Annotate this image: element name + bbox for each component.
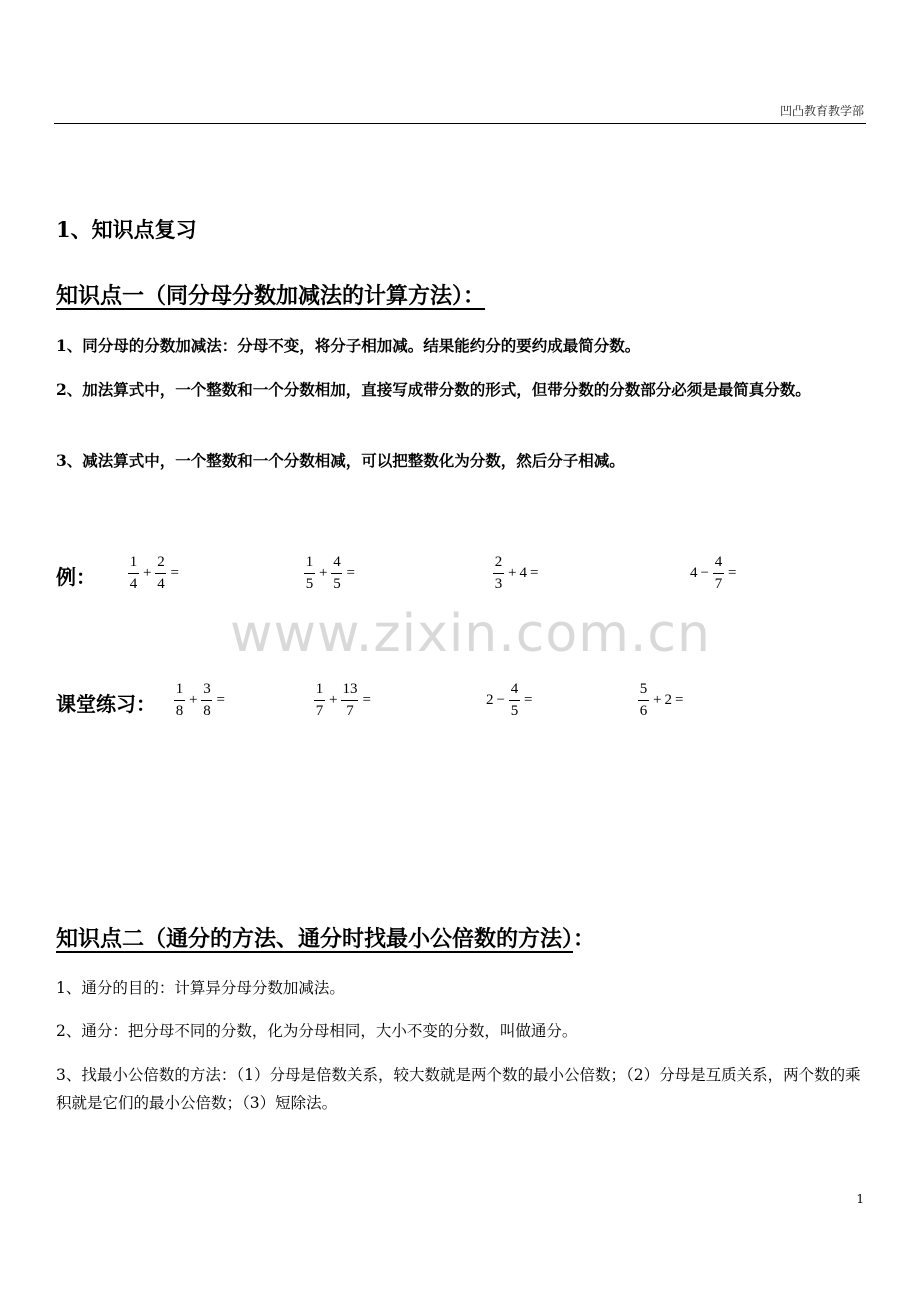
fraction: $\frac{5}{6}$ [639,681,648,719]
example-expression-3: $\frac{2}{3}$ + 4 = [494,554,539,592]
fraction: $\frac{4}{7}$ [714,554,723,592]
kp1-title-colon: ： [463,283,486,309]
kp2-title-text: 知识点二（通分的方法、通分时找最小公倍数的方法） [56,926,574,952]
fraction: $\frac{2}{4}$ [157,554,165,592]
header-org-name: 凹凸教育教学部 [779,104,864,118]
kp2-title-colon: ： [573,926,596,952]
kp2-paragraph-3: 3、找最小公倍数的方法：（1）分母是倍数关系，较大数就是两个数的最小公倍数；（2）分母是互质关系，两个数的乘积就是它们的最小公倍数；（3）短除法。 [56,1066,861,1112]
practice-expression-2: $\frac{1}{7}$ + $\frac{13}{7}$ = [315,681,371,719]
examples-label: 例： [56,565,96,589]
example-expression-1: $\frac{1}{4}$ + $\frac{2}{4}$ = [129,554,179,592]
fraction: $\frac{1}{4}$ [129,554,138,592]
example-expression-2: $\frac{1}{5}$ + $\frac{4}{5}$ = [305,554,355,592]
page-number: 1 [856,1192,864,1206]
fraction: $\frac{1}{5}$ [305,554,314,592]
fraction: $\frac{1}{7}$ [315,681,324,719]
section-title: 1、知识点复习 [56,217,197,242]
practice-expression-3: 2 − $\frac{4}{5}$ = [486,681,533,719]
fraction: $\frac{3}{8}$ [203,681,211,719]
fraction: $\frac{1}{8}$ [175,681,184,719]
fraction: $\frac{2}{3}$ [494,554,503,592]
fraction: $\frac{4}{5}$ [510,681,519,719]
fraction: $\frac{4}{5}$ [333,554,341,592]
practice-label: 课堂练习： [56,692,156,716]
practice-expression-1: $\frac{1}{8}$ + $\frac{3}{8}$ = [175,681,225,719]
kp1-paragraph-1: 1、同分母的分数加减法：分母不变，将分子相加减。结果能约分的要约成最简分数。 [56,336,641,355]
kp1-title-text: 知识点一（同分母分数加减法的计算方法） [56,283,464,309]
kp1-paragraph-3: 3、减法算式中，一个整数和一个分数相减，可以把整数化为分数，然后分子相减。 [56,451,625,470]
kp2-title [56,922,595,953]
kp2-paragraph-1: 1、通分的目的：计算异分母分数加减法。 [56,979,345,997]
kp2-paragraph-2: 2、通分：把分母不同的分数，化为分母相同，大小不变的分数，叫做通分。 [56,1022,578,1040]
example-expression-4: 4 − $\frac{4}{7}$ = [690,554,737,592]
fraction: $\frac{13}{7}$ [342,681,358,719]
practice-expression-4: $\frac{5}{6}$ + 2 = [639,681,684,719]
kp1-paragraph-2: 2、加法算式中，一个整数和一个分数相加，直接写成带分数的形式，但带分数的分数部分必须是最简真分数。 [56,380,811,399]
kp1-title [56,279,485,310]
header-divider [54,123,866,124]
watermark: www.zixin.com.cn [230,604,711,664]
